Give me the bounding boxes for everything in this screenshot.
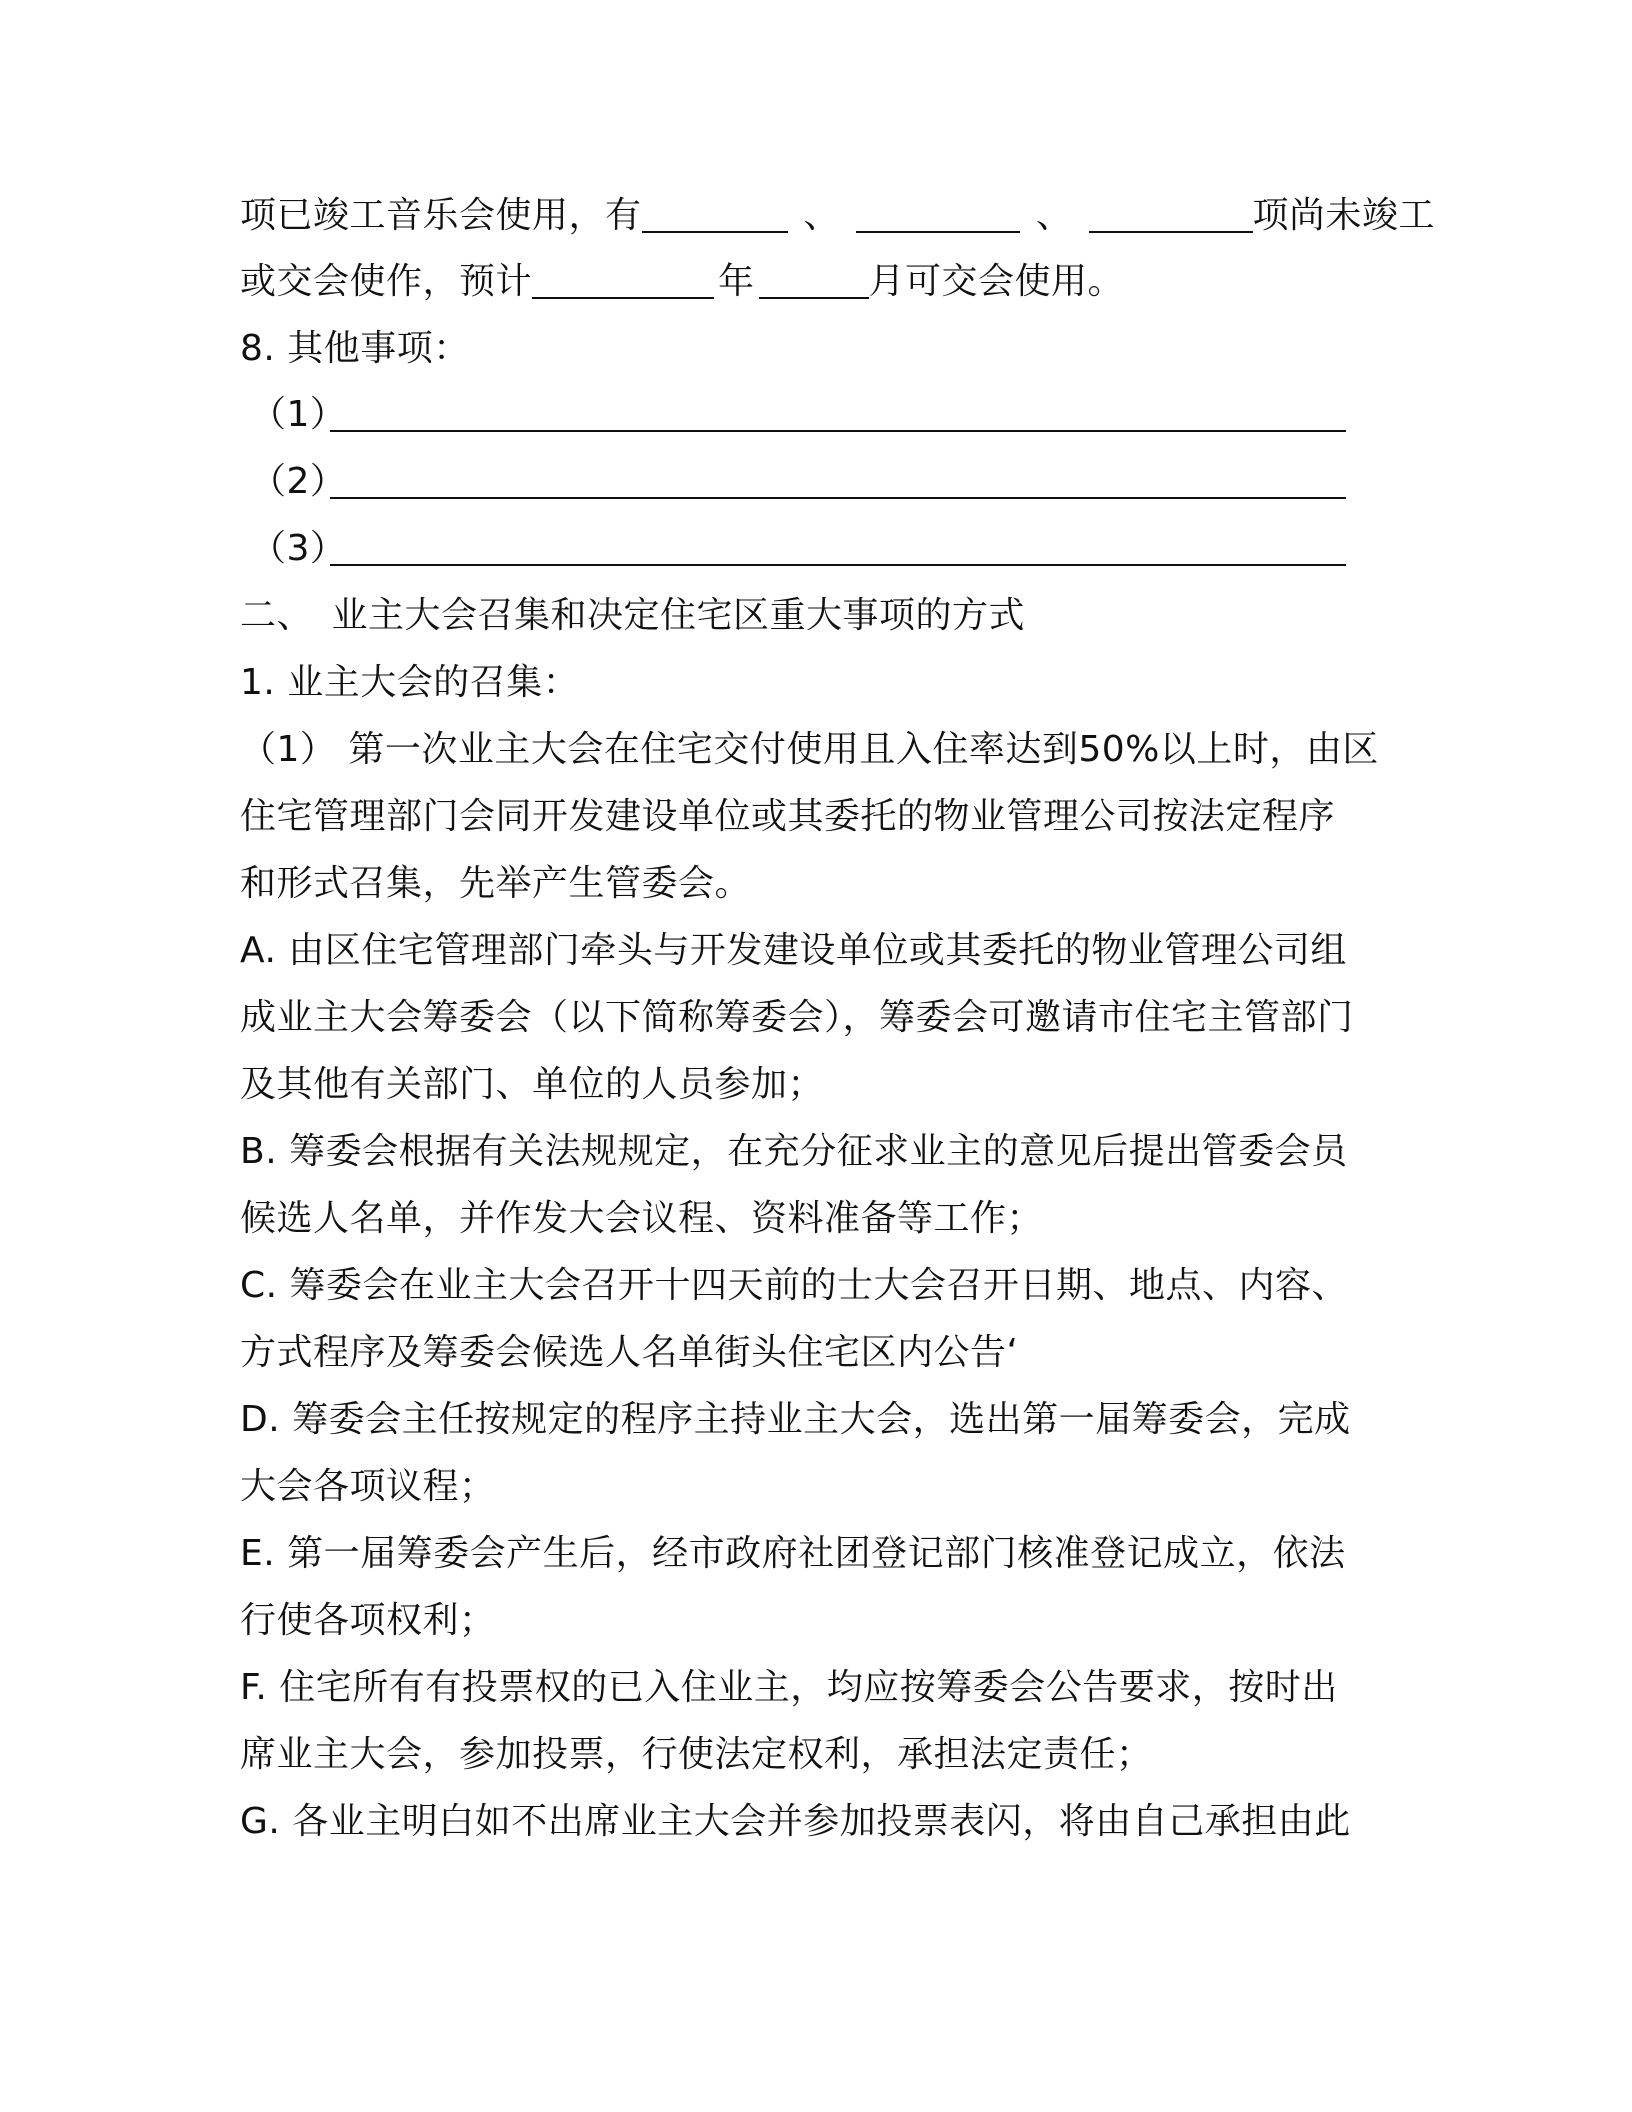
text-segment: 或交会使作，预计 [240, 261, 533, 302]
body-line: 席业主大会，参加投票，行使法定权利，承担法定责任； [240, 1734, 1153, 1775]
fill-blank [330, 457, 1346, 499]
text-segment: 项已竣工音乐会使用，有 [240, 195, 642, 236]
body-line: F. 住宅所有有投票权的已入住业主，均应按筹委会公告要求，按时出 [240, 1667, 1338, 1708]
body-line: B. 筹委会根据有关法规规定，在充分征求业主的意见后提出管委会员 [240, 1131, 1348, 1172]
fill-blank [759, 257, 869, 299]
body-line: 住宅管理部门会同开发建设单位或其委托的物业管理公司按法定程序 [240, 796, 1336, 837]
fill-blank [642, 191, 788, 233]
body-line: （1） 第一次业主大会在住宅交付使用且入住率达到50%以上时，由区 [240, 729, 1379, 770]
text-line [240, 256, 1124, 308]
fill-blank [856, 191, 1020, 233]
body-line: D. 筹委会主任按规定的程序主持业主大会，选出第一届筹委会，完成 [240, 1399, 1351, 1440]
item-number: （1） [250, 394, 347, 435]
item-8-heading: 8. 其他事项： [240, 328, 470, 369]
text-segment: 项尚未竣工 [1252, 195, 1436, 236]
other-item-line [250, 456, 1346, 508]
body-line: 及其他有关部门、单位的人员参加； [240, 1064, 825, 1105]
other-item-line [250, 523, 1346, 575]
text-segment: 月可交会使用。 [868, 261, 1125, 302]
text-segment: 、 [803, 195, 841, 236]
body-line: 和形式召集，先举产生管委会。 [240, 863, 752, 904]
body-line: E. 第一届筹委会产生后，经市政府社团登记部门核准登记成立，依法 [240, 1533, 1346, 1574]
text-segment: 年 [718, 261, 755, 302]
text-segment: 、 [1036, 195, 1073, 236]
body-line: 大会各项议程； [240, 1466, 496, 1507]
fill-blank [532, 257, 714, 299]
body-line: G. 各业主明白如不出席业主大会并参加投票表闪，将由自己承担由此 [240, 1801, 1351, 1842]
item-number: （2） [250, 461, 347, 502]
body-line: 候选人名单，并作发大会议程、资料准备等工作； [240, 1198, 1044, 1239]
subsection-heading: 1. 业主大会的召集： [240, 662, 580, 703]
section-heading: 二、 业主大会召集和决定住宅区重大事项的方式 [240, 595, 1026, 636]
item-number: （3） [250, 528, 347, 569]
body-line: 行使各项权利； [240, 1600, 496, 1641]
other-item-line [250, 389, 1346, 441]
fill-blank [330, 524, 1346, 566]
body-line: 成业主大会筹委会（以下简称筹委会），筹委会可邀请市住宅主管部门 [240, 997, 1354, 1038]
text-line [240, 190, 1435, 242]
body-line: C. 筹委会在业主大会召开十四天前的士大会召开日期、地点、内容、 [240, 1265, 1349, 1306]
fill-blank [330, 390, 1346, 432]
body-line: 方式程序及筹委会候选人名单街头住宅区内公告‘ [240, 1332, 1019, 1373]
fill-blank [1089, 191, 1253, 233]
body-line: A. 由区住宅管理部门牵头与开发建设单位或其委托的物业管理公司组 [240, 930, 1347, 971]
